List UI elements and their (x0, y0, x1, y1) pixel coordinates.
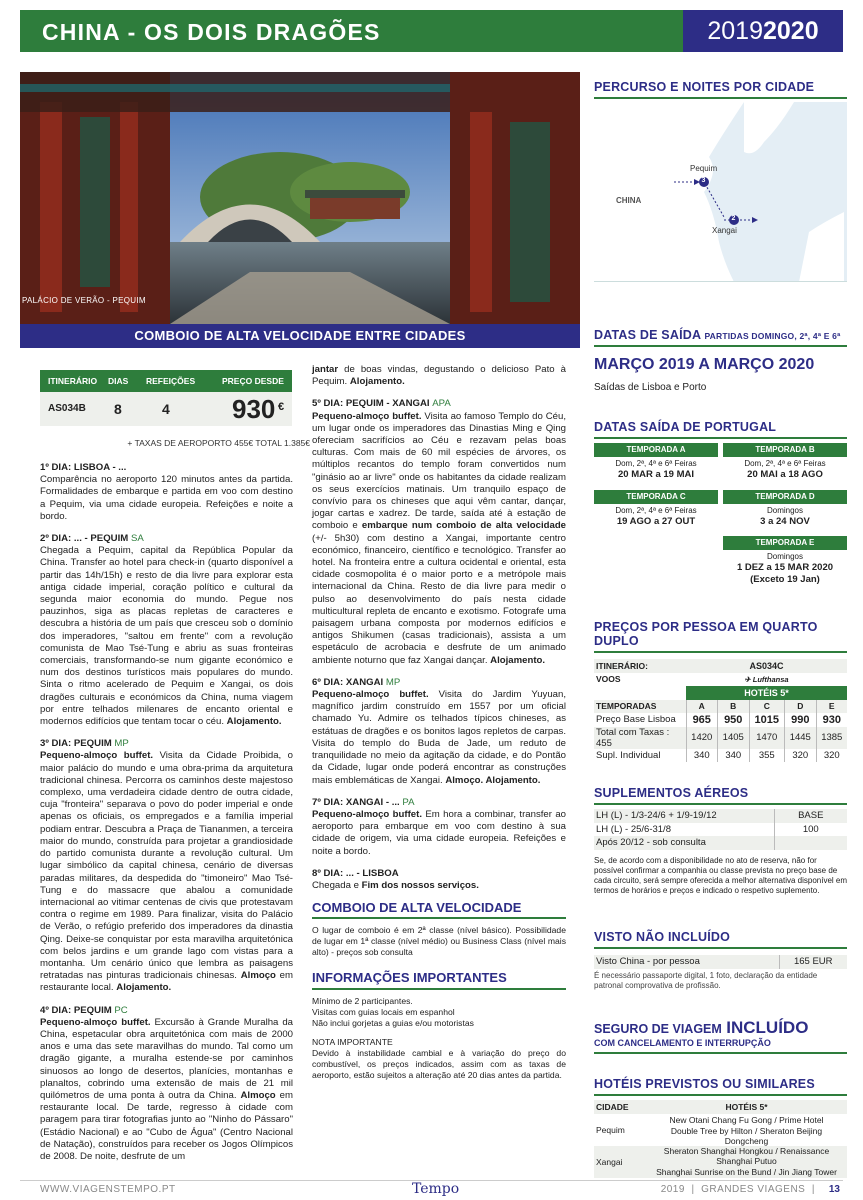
airline-logo: ✈ Lufthansa (744, 674, 789, 684)
itinerary-table (40, 370, 292, 426)
col-e: E (828, 701, 835, 712)
price-cell: 1445 (785, 727, 817, 749)
page-header (20, 10, 843, 52)
insurance-included: INCLUÍDO (726, 1018, 809, 1037)
year-light: 2019 (707, 17, 763, 45)
departures-from: Saídas de Lisboa e Porto (594, 382, 707, 393)
supplement-value: 100 (802, 823, 819, 835)
itinerary-code: AS034B (48, 403, 86, 414)
price-cell: 950 (718, 713, 750, 727)
hotels-section (594, 1077, 847, 1178)
hotels-label: HOTÉIS 5* (686, 686, 847, 700)
departures-header (594, 328, 847, 347)
price-row (594, 713, 847, 727)
insurance-header (594, 1018, 847, 1038)
route-map (594, 102, 847, 282)
col-c: C (749, 700, 785, 714)
season-dates: 19 AGO a 27 OUT (616, 516, 696, 527)
price-cell: 1015 (749, 713, 785, 727)
price-cell: 340 (686, 749, 718, 763)
itin-label: ITINERÁRIO: (596, 660, 648, 671)
info-lines (312, 996, 566, 1081)
day-title (40, 533, 293, 545)
day-lead: Pequeno-almoço buffet. (312, 689, 429, 701)
col-dias: DIAS (108, 376, 129, 386)
col-d: D (785, 700, 817, 714)
supplement-value: BASE (798, 810, 824, 822)
itinerary-row (40, 392, 292, 426)
price-row (594, 727, 847, 749)
info-line: Visitas com guias locais em espanhol (312, 1006, 455, 1017)
day-end: Alojamento. (226, 716, 282, 728)
itin-code: AS034C (749, 660, 784, 671)
supplements-title: SUPLEMENTOS AÉREOS (594, 786, 847, 805)
day-3 (40, 738, 293, 994)
day-title-text: 4º DIA: PEQUIM (40, 1004, 112, 1016)
season-dates: 3 a 24 NOV (760, 516, 810, 527)
day-title (312, 797, 566, 809)
departures-section (594, 328, 847, 393)
season-a (594, 443, 718, 481)
season-days: Domingos (766, 506, 803, 515)
day-mid: em restaurante local. (40, 970, 294, 994)
year-badge (683, 10, 843, 52)
meal-regime: PC (114, 1004, 128, 1016)
supplement-label: LH (L) - 1/3-24/6 + 1/9-19/12 (594, 809, 774, 823)
day-title-text: 6º DIA: XANGAI (312, 676, 384, 688)
hotel-name: Shanghai Sunrise on the Bund / Jin Jiang Tower (656, 1166, 837, 1177)
supplement-after: Após 20/12 - sob consulta (594, 836, 774, 850)
day-dinner: jantar (312, 364, 339, 375)
day-title-text: 5º DIA: PEQUIM - XANGAI (312, 398, 430, 410)
col-b: B (718, 700, 750, 714)
info-line: Mínimo de 2 participantes. (312, 995, 413, 1006)
voos-label: VOOS (596, 674, 621, 685)
visa-note: É necessário passaporte digital, 1 foto, declaração da entidade patronal comprovativa de profissão. (594, 970, 818, 990)
insurance-subtitle: COM CANCELAMENTO E INTERRUPÇÃO (594, 1038, 771, 1048)
prices-meta (594, 659, 847, 700)
note-text: Devido à instabilidade cambial e à variação do preço do combustível, os preços indicados, assim com as taxas de aeroporto, estão sujeitos a alteração até 20 dias antes da partida. (312, 1047, 566, 1080)
map-country: CHINA (616, 196, 642, 205)
season-dates: 20 MAR a 19 MAI (617, 469, 695, 480)
hotel-name: Sheraton Shanghai Hongkou / Renaissance Shanghai Putuo (663, 1145, 830, 1166)
info-title: INFORMAÇÕES IMPORTANTES (312, 972, 566, 989)
hero-image (20, 72, 580, 324)
insurance-title: SEGURO DE VIAGEM (594, 1022, 722, 1036)
day-lead: Pequeno-almoço buffet. (312, 410, 422, 422)
day-title-text: 7º DIA: XANGAI - ... (312, 796, 400, 808)
page-number: 13 (828, 1184, 840, 1195)
day-text: Visita ao famoso Templo do Céu, um lugar onde os imperadores das Dinastias Ming e Qing ofereciam sacrifícios ao Céu e rezavam pelas boas culturas. Com mais de 60 mil espécies de árvores, os múltiplos recantos do templo foram convertidos num "ginásio ao ar livre" onde os habitantes da cidade realizam os seus exercícios matinais. Um tranquilo espaço de convívio para os chineses que aqui vêm cantar, dançar, jogar cartas e xadrez. De tarde, saída até à estação de comboio e (312, 410, 567, 532)
prices-title: PREÇOS POR PESSOA EM QUARTO DUPLO (594, 620, 847, 653)
season-name: TEMPORADA D (723, 490, 847, 504)
itinerary-currency: € (278, 401, 285, 413)
hotels-title: HOTÉIS PREVISTOS OU SIMILARES (594, 1077, 847, 1096)
col-preco: PREÇO DESDE (222, 376, 284, 386)
season-dates: 1 DEZ a 15 MAR 2020 (Exceto 19 Jan) (736, 562, 834, 585)
itinerary-column-1 (40, 462, 293, 1173)
col-refeicoes: REFEIÇÕES (146, 376, 196, 386)
hotel-city: Pequim (596, 1124, 625, 1135)
day-title-text: 1º DIA: LISBOA - ... (40, 462, 127, 473)
page-title: CHINA - OS DOIS DRAGÕES (42, 19, 381, 45)
day-text: Em hora a combinar, transfer ao aeroporto para embarque em voo com destino à sua cidade de origem, via uma cidade europeia. Refeições e noite a bordo. (312, 808, 567, 857)
season-days: Dom, 2ª, 4ª e 6ª Feiras (744, 459, 826, 468)
day-6: 6º DIA: XANGAI MP Pequeno-almoço buffet. Visita do Jardim Yuyuan, magnífico jardim construído em 1557 por um oficial chamado Yu. Admire os telhados típicos chineses, as estátuas de dragões e os bonitos lagos repletos de carpas. Visita do templo do Buda de Jade, um reduto de tranquilidade no meio da agitação da cidade, e do Pontão da Cidade, lugar onde poderá encontrar as construções mais emblemáticas de Xangai. Almoço. Alojamento. (312, 676, 566, 786)
season-e (723, 536, 847, 586)
meal-regime: PA (402, 796, 415, 808)
hotel-row (594, 1146, 847, 1166)
prices-section (594, 620, 847, 762)
day-meal: Almoço (445, 774, 481, 786)
supplements-note: Se, de acordo com a disponibilidade no ato de reserva, não for possível confirmar a companhia ou classe prevista no preço base de cada circuito, será sempre oferecida a melhor alternativa disponível em termos de horários e preços e indicado o respetivo suplemento. (594, 855, 848, 895)
day-end: Alojamento. (349, 376, 405, 388)
day-title-text: 8º DIA: ... - LISBOA (312, 867, 399, 879)
hero-band: COMBOIO DE ALTA VELOCIDADE ENTRE CIDADES (20, 324, 580, 348)
insurance-section (594, 1018, 847, 1054)
itinerary-meals: 4 (162, 401, 170, 417)
map-city-1: Pequim (690, 164, 718, 173)
price-cell: 1420 (686, 727, 718, 749)
day-lead: Pequeno-almoço buffet. (40, 1016, 151, 1028)
price-cell: 1470 (749, 727, 785, 749)
day-end: Alojamento. (116, 982, 172, 994)
day-title-text: 3º DIA: PEQUIM (40, 738, 112, 750)
info-line: Não inclui gorjetas a guias e/ou motoristas (312, 1017, 474, 1028)
day-8 (312, 868, 566, 892)
meal-regime: MP (385, 676, 401, 688)
hotels-table (594, 1100, 847, 1178)
col-itinerario: ITINERÁRIO (48, 376, 98, 386)
day-mid: em restaurante local. De tarde, regresso à cidade com paragem para tirar fotografias junto ao "Ninho do Pássaro" (Estádio Nacional) e ao "Cubo de Água" (Centro Nacional de Natação), construídos para receber os Jogos Olímpicos de 2008. De noite, desfrute de um (40, 1089, 293, 1162)
price-cell: 355 (749, 749, 785, 763)
season-name: TEMPORADA C (594, 490, 718, 504)
season-d (723, 490, 847, 528)
price-cell: 320 (823, 749, 840, 761)
season-b (723, 443, 847, 481)
day-text: Chegada e (312, 879, 359, 891)
row-label: Total com Taxas : 455 (594, 727, 686, 749)
season-days: Dom, 2ª, 4ª e 6ª Feiras (615, 506, 697, 515)
map-city-2: Xangai (712, 226, 737, 235)
airport-taxes: + TAXAS DE AEROPORTO 455€ TOTAL 1.385€ (127, 438, 310, 448)
price-cell: 340 (718, 749, 750, 763)
day-title (312, 868, 566, 880)
itinerary-days: 8 (114, 401, 122, 417)
itinerary-column-2 (312, 364, 566, 1081)
departures-range: MARÇO 2019 A MARÇO 2020 (594, 356, 815, 373)
col-a: A (686, 700, 718, 714)
visa-title: VISTO NÃO INCLUÍDO (594, 930, 847, 949)
supplement-label: LH (L) - 25/6-31/8 (594, 823, 774, 837)
departures-title: DATAS DE SAÍDA (594, 328, 701, 342)
price-row (594, 749, 847, 763)
row-label: Supl. Individual (594, 749, 686, 763)
day-1 (40, 462, 293, 523)
season-name: TEMPORADA A (594, 443, 718, 457)
footer-section: 2019 | GRANDES VIAGENS | (660, 1184, 815, 1195)
comboio-title: COMBOIO DE ALTA VELOCIDADE (312, 902, 566, 919)
airline-name: Lufthansa (752, 674, 789, 684)
day-title (40, 462, 293, 474)
map-nights-2: 2 (731, 215, 736, 222)
day-title-text: 2º DIA: ... - PEQUIM (40, 533, 129, 545)
day-lead: Pequeno-almoço buffet. (312, 808, 422, 820)
price-cell: 965 (686, 713, 718, 727)
prices-header-row (594, 700, 847, 714)
season-days: Dom, 2ª, 4ª e 6ª Feiras (615, 459, 697, 468)
meal-regime: MP (114, 738, 129, 750)
portugal-section (594, 420, 847, 439)
portugal-title: DATAS SAÍDA DE PORTUGAL (594, 420, 847, 439)
visa-table (594, 955, 847, 969)
footer-url[interactable]: WWW.VIAGENSTEMPO.PT (40, 1184, 176, 1195)
day-mid: (+/- 5h30) com destino a Xangai, importante centro económico, financeiro, científico e tecnológico. Transfer ao hotel. Na fronteira entre a cultura ocidental e oriental, esta cidade cosmopolita é o maior porto e a metrópole mais internacional da China. Resto de dia livre para medir o pulso ao desenvolvimento do país nesta cidade multicultural repleta de encanto e exotismo. Fotografe uma paisagem urbana composta por modernos edifícios e antigos Shikumen (casas tradicionais), assista a um espetáculo de acrobacia e desfrute de um animado ambiente noturno que faz Xangai dançar. (312, 532, 566, 666)
day-meal: Almoço (240, 1089, 276, 1101)
day-4 (40, 1005, 293, 1164)
departures-subtitle: PARTIDAS DOMINGO, 2ª, 4ª E 6ª (704, 331, 841, 341)
row-label: Preço Base Lisboa (594, 713, 686, 727)
day-text: Chegada a Pequim, capital da República Popular da China. Transfer ao hotel para check-in (quarto disponível a partir das 14h/15h) e resto de dia livre para explorar esta antiga cidade imperial, coração político e cultural da segunda maior economia do mundo. Pegue nos pauzinhos, siga as placas repletas de caracteres e descubra a história de um país que cresceu sob o domínio dos imperadores, "saltou em frente" com a revolução comunista de Mao Tsé-Tung e abriu as suas fronteiras comerciais, transformando-se num gigante económico e num dos destinos turísticos mais populares do mundo. Sinta o ritmo acelerado de Pequim e Xangai, os dois dragões culturais e económicos da China, numa viagem por entre telhados milenares de encanto oriental e modernos edifícios que tentam tocar o céu. (40, 545, 293, 728)
route-section (594, 80, 847, 99)
footer-logo: Tempo (412, 1181, 460, 1197)
col-temporadas: TEMPORADAS (594, 700, 686, 714)
day-text: Comparência no aeroporto 120 minutos antes da partida. Formalidades de embarque e partida em voo com destino a Pequim, via uma cidade europeia. Refeições e noite a bordo. (40, 474, 293, 522)
route-title: PERCURSO E NOITES POR CIDADE (594, 80, 847, 99)
col-cidade: CIDADE (596, 1101, 629, 1112)
supplements-section (594, 786, 847, 896)
day-lead: Pequeno-almoço buffet. (40, 750, 154, 762)
map-nights-1: 3 (701, 177, 706, 184)
hotel-row (594, 1114, 847, 1126)
visa-value: 165 EUR (793, 956, 833, 968)
season-c (594, 490, 718, 528)
price-cell: 320 (785, 749, 817, 763)
day-end: Alojamento. (485, 774, 541, 786)
price-cell: 990 (785, 713, 817, 727)
day-4-cont (312, 364, 566, 388)
day-title (312, 677, 566, 689)
price-cell: 930 (822, 713, 841, 726)
supplements-table (594, 809, 847, 850)
comboio-text: O lugar de comboio é em 2ª classe (nível básico). Possibilidade de lugar em 1ª classe (nível médio) ou Business Class (nível mais alto) - preços sob consulta (312, 925, 566, 958)
prices-table (594, 700, 847, 763)
day-7 (312, 797, 566, 858)
year-bold: 2020 (763, 17, 819, 45)
price-cell: 1385 (821, 732, 843, 743)
season-dates: 20 MAI a 18 AGO (747, 469, 823, 480)
season-days: Domingos (766, 552, 803, 561)
season-name: TEMPORADA E (723, 536, 847, 550)
meal-regime: SA (130, 533, 144, 545)
itinerary-price: 930 (232, 394, 276, 424)
day-title (40, 1005, 293, 1017)
meal-regime: APA (432, 398, 451, 410)
visa-section (594, 930, 847, 991)
hotel-city: Xangai (596, 1156, 623, 1167)
note-title: NOTA IMPORTANTE (312, 1036, 393, 1047)
day-2 (40, 533, 293, 728)
day-end: Fim dos nossos serviços. (361, 879, 479, 891)
day-text: Visita da Cidade Proibida, o maior palácio do mundo e uma obra-prima da arquitetura tradicional chinesa. Percorra os caminhos deste majestoso complexo, uma verdadeira cidade dentro de outra cidade, cuja "fronteira" separava o povo do poder imperial e onde apenas os oficiais, os empregados e a família imperial podiam entrar. Descubra a Praça de Tiananmen, a terceira maior do mundo, construída para projetar a grandiosidade do partido comunista durante a revolução cultural. Um lugar simbólico da capital chinesa, cenário de diversas paradas militares, da despedida do "timoneiro" Mao Tsé-Tung e do massacre que abalou a comunidade internacional ao vitimar centenas de civis que protestavam contra o regime em 1989. Para finalizar, visita do Palácio de Verão, o refúgio preferido dos imperadores da dinastia Qing. Deixe-se conquistar por esta maravilha arquitetónica com belos jardins e um grande lago com vistas para a montanha. Um cenário único que lembra as paisagens retratadas nas pinturas tradicionais chinesas. (40, 750, 294, 982)
col-hoteis: HOTÉIS 5* (725, 1101, 768, 1112)
day-text: Visita do Jardim Yuyuan, magnífico jardim construído em 1557 por um oficial chamado Yu. Admire os telhados típicos chineses, as estátuas de dragões e os bonitos lagos repletos de carpas. Visita do templo do Buda de Jade, um reduto de tranquilidade no meio da agitação da cidade, e do Pontão da Cidade, lugar onde poderá encontrar as construções mais emblemáticas de Xangai. (312, 689, 566, 786)
day-end: Alojamento. (490, 654, 546, 666)
visa-label: Visto China - por pessoa (594, 955, 779, 969)
day-train: embarque num comboio de alta velocidade (361, 520, 567, 532)
hotel-name: Double Tree by Hilton / Sheraton Beijing Dongcheng (670, 1125, 823, 1146)
hero-caption: PALÁCIO DE VERÃO - PEQUIM (22, 296, 146, 305)
day-mid: de boas vindas, degustando o delicioso Pato à Pequim. (312, 364, 566, 388)
day-5 (312, 398, 566, 666)
day-title (312, 398, 566, 410)
price-cell: 1405 (718, 727, 750, 749)
day-meal: Almoço (240, 970, 276, 982)
hotel-name: New Otani Chang Fu Gong / Prime Hotel (669, 1114, 824, 1125)
season-name: TEMPORADA B (723, 443, 847, 457)
itinerary-header-row (40, 370, 292, 392)
day-title (40, 738, 293, 750)
day-text: Excursão à Grande Muralha da China, espetacular obra arquitetónica com mais de 2000 anos e uma das sete maravilhas do mundo. Tal como um dragão gigante, a muralha estende-se por caminhos sinuosos ao longo de desertos, planícies, montanhas e planaltos, cobrindo uma extensão de mais de 21 mil quilómetros de uma ponta à outra da China. (40, 1016, 294, 1101)
